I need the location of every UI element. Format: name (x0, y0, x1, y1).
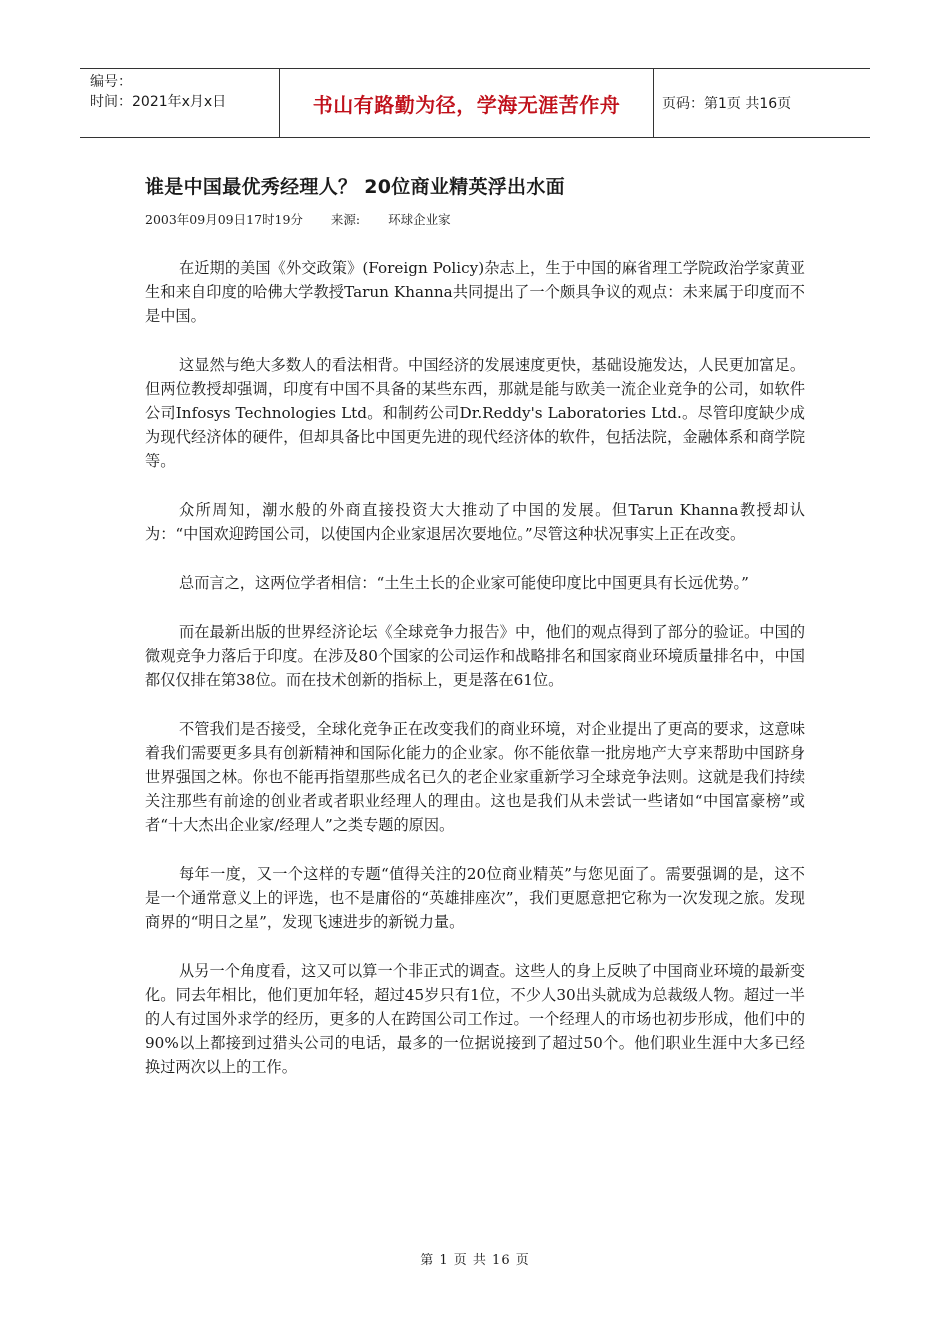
article-date: 2003年09月09日17时19分 (145, 212, 303, 227)
article-meta (145, 210, 475, 228)
header-page-info: 页码：第1页 共16页 (662, 96, 792, 112)
paragraph: 这显然与绝大多数人的看法相背。中国经济的发展速度更快，基础设施发达，人民更加富足。但两位教授却强调，印度有中国不具备的某些东西，那就是能与欧美一流企业竞争的公司，如软件公司Infosys Technologies Ltd。和制药公司Dr.Reddy's Laboratories Ltd.。尽管印度缺少成为现代经济体的硬件，但却具备比中国更先进的现代经济体的软件，包括法院，金融体系和商学院等。 (145, 356, 805, 470)
article-source: 环球企业家 (388, 212, 451, 227)
article-body (145, 256, 805, 1104)
paragraph: 而在最新出版的世界经济论坛《全球竞争力报告》中，他们的观点得到了部分的验证。中国的微观竞争力落后于印度。在涉及80个国家的公司运作和战略排名和国家商业环境质量排名中，中国都仅仅排在第38位。而在技术创新的指标上，更是落在61位。 (145, 623, 805, 689)
time-label: 时间：2021年x月x日 (90, 94, 227, 110)
number-label: 编号： (90, 74, 132, 90)
article-title: 谁是中国最优秀经理人？ 20位商业精英浮出水面 (145, 176, 565, 198)
source-label: 来源: (330, 212, 361, 227)
paragraph: 每年一度，又一个这样的专题“值得关注的20位商业精英”与您见面了。需要强调的是，这不是一个通常意义上的评选，也不是庸俗的“英雄排座次”，我们更愿意把它称为一次发现之旅。发现商界的“明日之星”，发现飞速进步的新锐力量。 (145, 865, 805, 931)
header-meta-cell (80, 69, 280, 137)
header-motto: 书山有路勤为径，学海无涯苦作舟 (280, 69, 654, 137)
paragraph: 在近期的美国《外交政策》(Foreign Policy)杂志上，生于中国的麻省理工学院政治学家黄亚生和来自印度的哈佛大学教授Tarun Khanna共同提出了一个颇具争议的观点：未来属于印度而不是中国。 (145, 259, 805, 325)
paragraph: 从另一个角度看，这又可以算一个非正式的调查。这些人的身上反映了中国商业环境的最新变化。同去年相比，他们更加年轻，超过45岁只有1位，不少人30出头就成为总裁级人物。超过一半的人有过国外求学的经历，更多的人在跨国公司工作过。一个经理人的市场也初步形成，他们中的90%以上都接到过猎头公司的电话，最多的一位据说接到了超过50个。他们职业生涯中大多已经换过两次以上的工作。 (145, 962, 805, 1076)
document-header (80, 68, 870, 138)
page-footer: 第 1 页 共 16 页 (420, 1253, 530, 1268)
paragraph: 众所周知，潮水般的外商直接投资大大推动了中国的发展。但Tarun Khanna教授却认为：“中国欢迎跨国公司，以使国内企业家退居次要地位。”尽管这种状况事实上正在改变。 (145, 501, 805, 543)
paragraph: 不管我们是否接受，全球化竞争正在改变我们的商业环境，对企业提出了更高的要求，这意味着我们需要更多具有创新精神和国际化能力的企业家。你不能依靠一批房地产大亨来帮助中国跻身世界强国之林。你也不能再指望那些成名已久的老企业家重新学习全球竞争法则。这就是我们持续关注那些有前途的创业者或者职业经理人的理由。这也是我们从未尝试一些诸如“中国富豪榜”或者“十大杰出企业家/经理人”之类专题的原因。 (145, 720, 805, 834)
paragraph: 总而言之，这两位学者相信：“土生土长的企业家可能使印度比中国更具有长远优势。” (179, 574, 749, 592)
